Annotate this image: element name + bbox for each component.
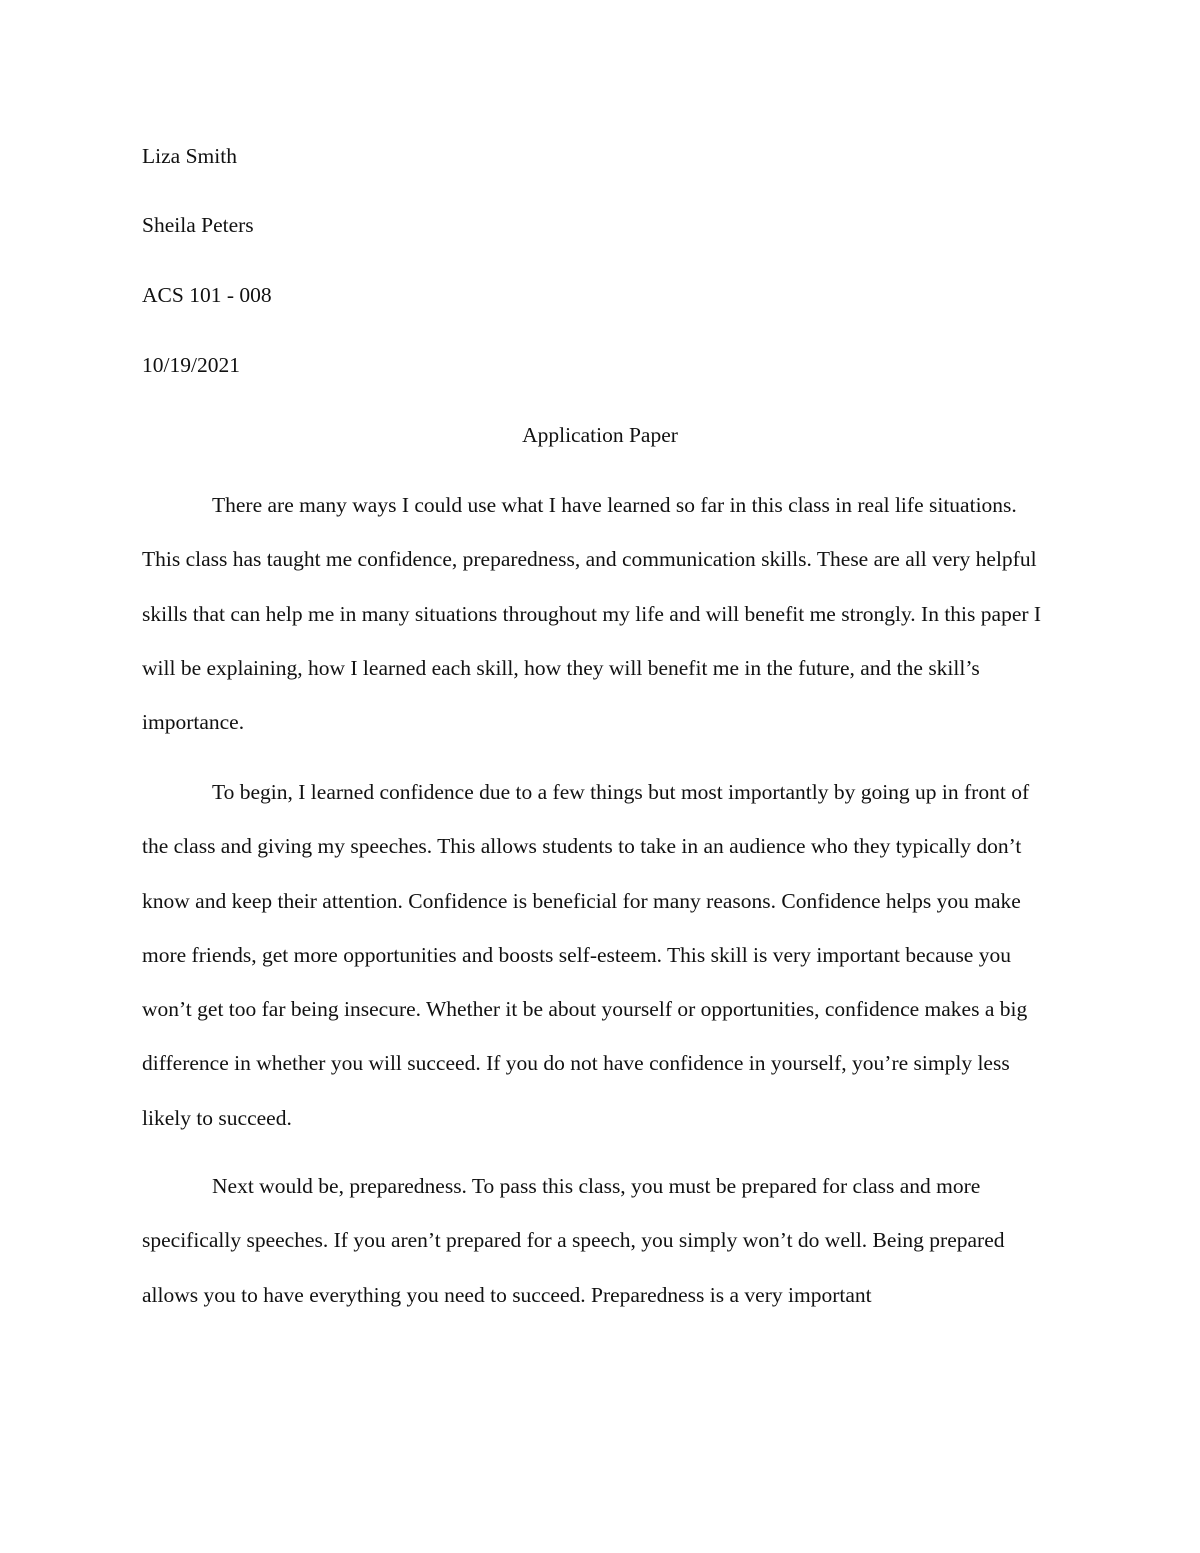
paper-title: Application Paper	[522, 423, 678, 447]
paper-date: 10/19/2021	[142, 353, 240, 377]
student-name: Liza Smith	[142, 144, 237, 168]
course-code: ACS 101 - 008	[142, 283, 272, 307]
instructor-name: Sheila Peters	[142, 213, 254, 237]
paragraph-introduction: There are many ways I could use what I have learned so far in this class in real life situations. This class has taught me confidence, preparedness, and communication skills. These are all very helpful skills that can help me in many situations throughout my life and will benefit me strongly. In this paper I will be explaining, how I learned each skill, how they will benefit me in the future, and the skill’s importance.	[142, 493, 1042, 735]
paragraph-preparedness: Next would be, preparedness. To pass this class, you must be prepared for class and more specifically speeches. If you aren’t prepared for a speech, you simply won’t do well. Being prepared allows you to have everything you need to succeed. Preparedness is a very important	[142, 1174, 1005, 1307]
paragraph-confidence: To begin, I learned confidence due to a few things but most importantly by going up in front of the class and giving my speeches. This allows students to take in an audience who they typically don’t know and keep their attention. Confidence is beneficial for many reasons. Confidence helps you make more friends, get more opportunities and boosts self-esteem. This skill is very important because you won’t get too far being insecure. Whether it be about yourself or opportunities, confidence makes a big difference in whether you will succeed. If you do not have confidence in yourself, you’re simply less likely to succeed.	[142, 780, 1030, 1130]
